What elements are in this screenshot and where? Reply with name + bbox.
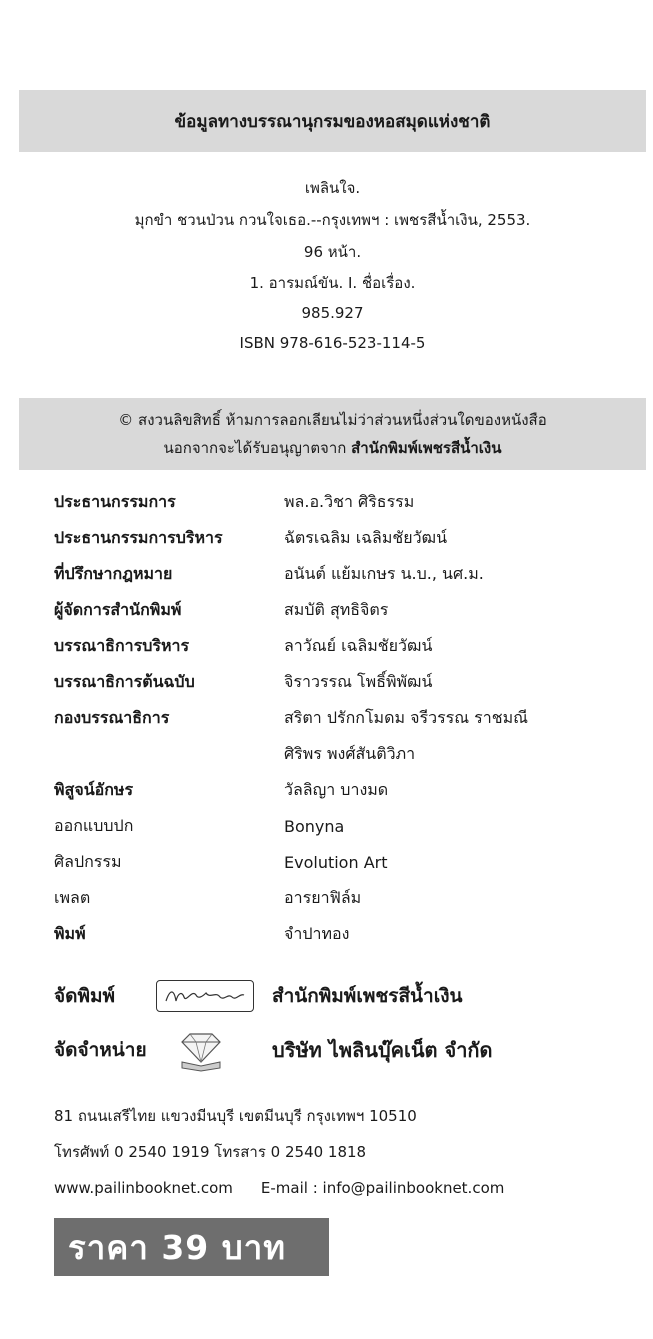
staff-row (54, 664, 634, 700)
staff-name: สมบัติ สุทธิจิตร (284, 599, 389, 619)
staff-row (54, 520, 634, 556)
staff-role: พิมพ์ (54, 923, 86, 943)
staff-row (54, 772, 634, 808)
staff-role: กองบรรณาธิการ (54, 707, 170, 727)
diamond-book-icon (156, 1030, 272, 1070)
copyright-line-2-prefix: นอกจากจะได้รับอนุญาตจาก (163, 439, 352, 457)
staff-name: ลาวัณย์ เฉลิมชัยวัฒน์ (284, 635, 433, 655)
staff-name: Evolution Art (284, 852, 388, 872)
distributor-label: จัดจำหน่าย (54, 1039, 147, 1061)
staff-list (54, 484, 634, 952)
email-link[interactable]: E-mail : info@pailinbooknet.com (260, 1179, 505, 1197)
staff-name: Bonyna (284, 816, 345, 836)
staff-row (54, 484, 634, 520)
copyright-notice (19, 398, 646, 470)
staff-name: สริตา ปรักกโมดม จรีวรรณ ราชมณี (284, 707, 529, 727)
website-link[interactable]: www.pailinbooknet.com (54, 1179, 233, 1197)
cip-header (19, 90, 646, 152)
address-block (54, 1098, 504, 1206)
staff-row (54, 700, 634, 736)
cip-line-pages: 96 หน้า. (303, 243, 362, 261)
staff-row (54, 880, 634, 916)
copyright-publisher-name: สำนักพิมพ์เพชรสีน้ำเงิน (351, 439, 502, 457)
staff-row (54, 556, 634, 592)
staff-name: จำปาทอง (284, 923, 350, 943)
staff-row (54, 844, 634, 880)
signature-logo-icon (162, 985, 248, 1007)
publisher-row (54, 976, 634, 1016)
cip-line-subjects: 1. อารมณ์ขัน. I. ชื่อเรื่อง. (249, 274, 416, 292)
publisher-label: จัดพิมพ์ (54, 985, 116, 1007)
address-web (54, 1170, 504, 1206)
staff-name: จิราวรรณ โพธิ์พิพัฒน์ (284, 671, 433, 691)
staff-name: อนันต์ แย้มเกษร น.บ., นศ.ม. (284, 563, 484, 583)
staff-role: ผู้จัดการสำนักพิมพ์ (54, 599, 182, 619)
cip-line-isbn: ISBN 978-616-523-114-5 (239, 334, 426, 352)
distributor-row (54, 1030, 634, 1070)
staff-role: ประธานกรรมการบริหาร (54, 527, 223, 547)
staff-role: ประธานกรรมการ (54, 491, 176, 511)
cip-record (19, 172, 646, 358)
staff-name: ฉัตรเฉลิม เฉลิมชัยวัฒน์ (284, 527, 448, 547)
staff-role: เพลต (54, 887, 91, 907)
distributor-name: บริษัท ไพลินบุ๊คเน็ต จำกัด (272, 1038, 493, 1062)
staff-name: พล.อ.วิชา ศิริธรรม (284, 491, 415, 511)
cip-line-imprint: มุกขำ ชวนป่วน กวนใจเธอ.--กรุงเทพฯ : เพชรสีน้ำเงิน, 2553. (134, 211, 531, 229)
cip-line-classification: 985.927 (301, 304, 364, 322)
staff-row (54, 808, 634, 844)
cip-line-title: เพลินใจ. (304, 179, 361, 197)
staff-role: พิสูจน์อักษร (54, 779, 134, 799)
cip-header-text: ข้อมูลทางบรรณานุกรมของหอสมุดแห่งชาติ (174, 111, 491, 132)
staff-row (54, 592, 634, 628)
staff-name: วัลลิญา บางมด (284, 779, 389, 799)
staff-role: ศิลปกรรม (54, 851, 122, 871)
address-street: 81 ถนนเสรีไทย แขวงมีนบุรี เขตมีนบุรี กรุงเทพฯ 10510 (54, 1107, 417, 1125)
copyright-line-1: © สงวนลิขสิทธิ์ ห้ามการลอกเลียนไม่ว่าส่วนหนึ่งส่วนใดของหนังสือ (118, 411, 547, 429)
staff-row (54, 736, 634, 772)
copyright-line-2 (19, 434, 646, 462)
staff-role: บรรณาธิการต้นฉบับ (54, 671, 195, 691)
staff-row (54, 628, 634, 664)
staff-row (54, 916, 634, 952)
staff-role: ที่ปรึกษากฎหมาย (54, 563, 173, 583)
staff-name: อารยาฟิล์ม (284, 887, 362, 907)
address-phone: โทรศัพท์ 0 2540 1919 โทรสาร 0 2540 1818 (54, 1143, 367, 1161)
staff-name: ศิริพร พงศ์สันติวิภา (284, 743, 416, 763)
publisher-logo-icon (156, 976, 272, 1016)
price-text: ราคา 39 บาท (68, 1227, 286, 1267)
publisher-name: สำนักพิมพ์เพชรสีน้ำเงิน (272, 985, 463, 1007)
price-badge (54, 1218, 329, 1276)
staff-role: ออกแบบปก (54, 815, 134, 835)
staff-role: บรรณาธิการบริหาร (54, 635, 190, 655)
